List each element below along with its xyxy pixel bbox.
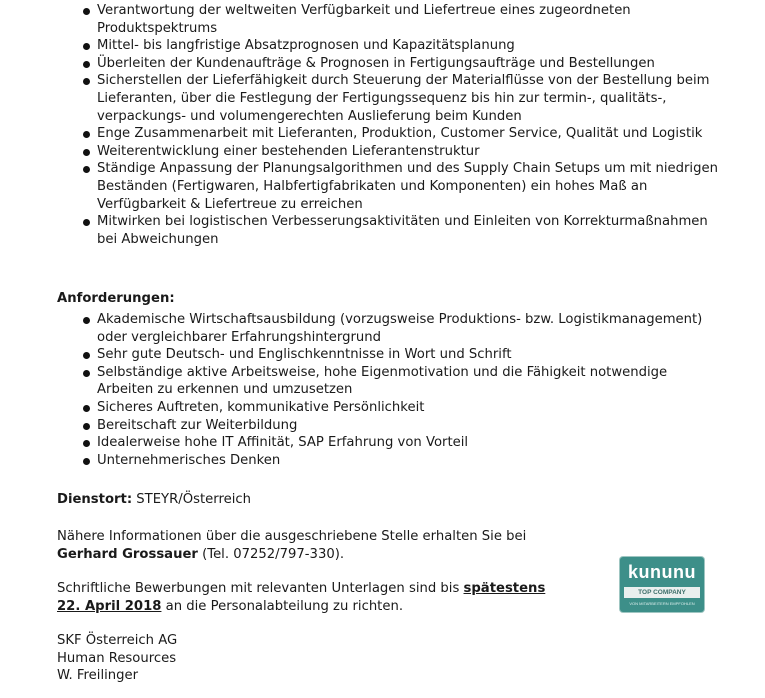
list-item: Selbständige aktive Arbeitsweise, hohe Eigenmotivation und die Fähigkeit notwendige Arbeiten zu erkennen und umzusetzen (82, 364, 722, 399)
contact-intro: Nähere Informationen über die ausgeschriebene Stelle erhalten Sie bei (57, 529, 527, 544)
list-item: Unternehmerisches Denken (82, 452, 722, 470)
location-value: STEYR/Österreich (132, 492, 251, 507)
kununu-top-company-badge (620, 557, 704, 612)
top-company-band: TOP COMPANY (624, 587, 700, 598)
application-paragraph (57, 580, 657, 615)
list-item: Überleiten der Kundenaufträge & Prognosen in Fertigungsaufträge und Bestellungen (82, 55, 722, 73)
list-item: Akademische Wirtschaftsausbildung (vorzugsweise Produktions- bzw. Logistikmanagement) oder vergleichbarer Erfahrungshintergrund (82, 311, 722, 346)
contact-phone: (Tel. 07252/797-330). (197, 546, 345, 562)
list-item: Sehr gute Deutsch- und Englischkenntnisse in Wort und Schrift (82, 346, 722, 364)
application-text-before: Schriftliche Bewerbungen mit relevanten Unterlagen sind bis (57, 581, 464, 596)
company-name: SKF Österreich AG (57, 633, 178, 648)
responsibilities-list (82, 2, 722, 248)
list-item: Mitwirken bei logistischen Verbesserungsaktivitäten und Einleiten von Korrekturmaßnahmen bei Abweichungen (82, 213, 722, 248)
list-item: Sicherstellen der Lieferfähigkeit durch Steuerung der Materialflüsse von der Bestellung beim Lieferanten, über die Festlegung der Fertigungssequenz bis hin zur termin-, qualitäts-, verpackungs- und volumengerechten Auslieferung beim Kunden (82, 72, 722, 125)
list-item: Sicheres Auftreten, kommunikative Persönlichkeit (82, 399, 722, 417)
list-item: Verantwortung der weltweiten Verfügbarkeit und Liefertreue eines zugeordneten Produktspektrums (82, 2, 722, 37)
contact-name: Gerhard Grossauer (57, 546, 198, 562)
application-text-after: an die Personalabteilung zu richten. (161, 598, 404, 614)
signatory-name: W. Freilinger (57, 668, 139, 684)
list-item: Ständige Anpassung der Planungsalgorithmen und des Supply Chain Setups um mit niedrigen Beständen (Fertigwaren, Halbfertigfabrikaten und Komponenten) ein hohes Maß an Verfügbarkeit & Liefertreue zu erreichen (82, 160, 722, 213)
list-item: Mittel- bis langfristige Absatzprognosen und Kapazitätsplanung (82, 37, 722, 55)
department-name: Human Resources (57, 650, 177, 666)
list-item: Bereitschaft zur Weiterbildung (82, 417, 722, 435)
badge-subtitle: VON MITARBEITERN EMPFOHLEN (629, 601, 695, 606)
deadline-date: 22. April 2018 (57, 598, 162, 614)
list-item: Enge Zusammenarbeit mit Lieferanten, Produktion, Customer Service, Qualität und Logistik (82, 125, 722, 143)
requirements-list (82, 311, 722, 469)
kununu-logo: kununu (628, 562, 696, 582)
list-item: Idealerweise hohe IT Affinität, SAP Erfahrung von Vorteil (82, 434, 722, 452)
contact-paragraph (57, 528, 657, 563)
location-paragraph (57, 491, 657, 509)
signature-block (57, 632, 657, 685)
list-item: Weiterentwicklung einer bestehenden Lieferantenstruktur (82, 143, 722, 161)
deadline-word: spätestens (463, 581, 546, 596)
requirements-heading: Anforderungen: (57, 291, 175, 306)
location-label: Dienstort: (57, 492, 133, 507)
